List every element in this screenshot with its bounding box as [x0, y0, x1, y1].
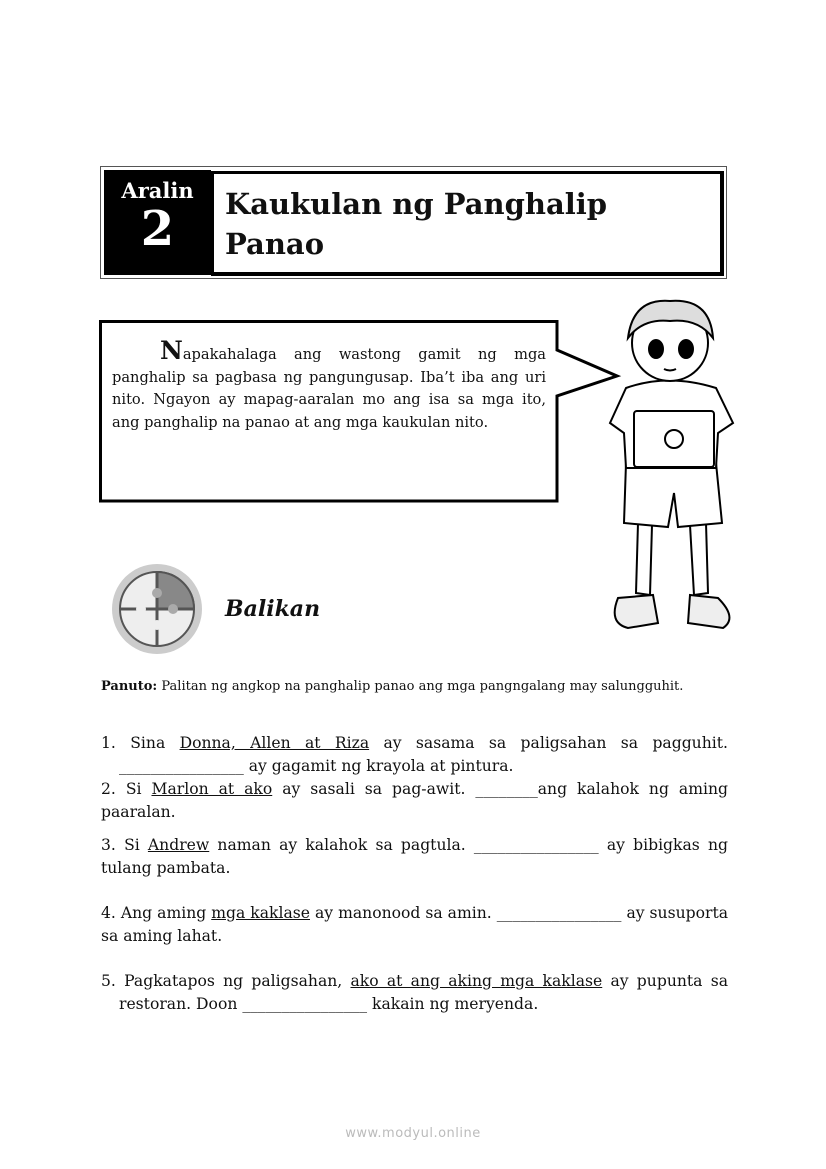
- answer-blank[interactable]: ________________: [473, 836, 599, 854]
- lesson-label: Aralin: [121, 178, 194, 203]
- item-text: ay pupunta sa restoran. Doon: [119, 972, 729, 1013]
- item-text: ay sasali sa pag-awit.: [272, 780, 476, 798]
- item-text: 4.: [101, 904, 116, 922]
- item-text: 3.: [101, 836, 116, 854]
- answer-blank[interactable]: ________________: [119, 757, 244, 775]
- item-text: ay manonood sa amin.: [310, 904, 497, 922]
- item-text: Si: [115, 836, 148, 854]
- intro-text: [112, 336, 546, 434]
- item-text: ang kalahok ng aming paaralan.: [101, 780, 728, 821]
- underlined-noun: ako at ang aking mga kaklase: [350, 972, 603, 990]
- page-title: [225, 184, 607, 264]
- answer-blank[interactable]: ________: [475, 780, 538, 798]
- underlined-noun: Donna, Allen at Riza: [179, 734, 370, 752]
- underlined-noun: mga kaklase: [211, 904, 310, 922]
- item-text: 2.: [101, 780, 116, 798]
- item-text: Pagkatapos ng paligsahan,: [115, 972, 351, 990]
- lesson-badge: [104, 170, 211, 275]
- item-text: ay susuporta sa aming lahat.: [101, 904, 729, 945]
- intro-body: apakahalaga ang wastong gamit ng mga panghalip sa pagbasa ng pangungusap. Iba’t iba ang uri nito. Ngayon ay mapag-aaralan mo ang isa sa mga ito, ang panghalip na panao at ang mga kaukulan nito.: [112, 346, 546, 431]
- item-text: ay bibigkas ng tulang pambata.: [101, 836, 728, 877]
- underlined-noun: Marlon at ako: [151, 780, 273, 798]
- drop-cap: N: [160, 336, 183, 365]
- title-line-2: Panao: [225, 227, 325, 261]
- puzzle-icon: [111, 563, 203, 655]
- instructions: [101, 678, 701, 696]
- exercise-item: [101, 732, 728, 778]
- answer-blank[interactable]: ________________: [496, 904, 622, 922]
- exercise-item: [101, 778, 728, 824]
- watermark: www.modyul.online: [345, 1126, 481, 1141]
- exercise-item: [101, 970, 728, 1016]
- instructions-label: Panuto:: [101, 679, 158, 694]
- item-text: naman ay kalahok sa pagtula.: [209, 836, 474, 854]
- item-text: ay gagamit ng krayola at pintura.: [243, 757, 514, 775]
- section-title: Balikan: [225, 596, 321, 622]
- lesson-number: 2: [140, 201, 175, 257]
- title-line-1: Kaukulan ng Panghalip: [225, 187, 608, 221]
- answer-blank[interactable]: ________________: [242, 995, 368, 1013]
- exercise-item: [101, 834, 728, 880]
- item-text: kakain ng meryenda.: [367, 995, 539, 1013]
- underlined-noun: Andrew: [147, 836, 210, 854]
- item-text: ay sasama sa paligsahan sa pagguhit.: [369, 734, 728, 752]
- item-text: Si: [115, 780, 152, 798]
- item-text: 1.: [101, 734, 116, 752]
- item-text: 5.: [101, 972, 116, 990]
- exercise-item: [101, 902, 728, 948]
- item-text: Sina: [115, 734, 180, 752]
- item-text: Ang aming: [115, 904, 212, 922]
- exercise-list: [101, 732, 728, 1016]
- instructions-text: Palitan ng angkop na panghalip panao ang mga pangngalang may salungguhit.: [157, 679, 684, 694]
- boy-illustration-icon: [598, 293, 748, 638]
